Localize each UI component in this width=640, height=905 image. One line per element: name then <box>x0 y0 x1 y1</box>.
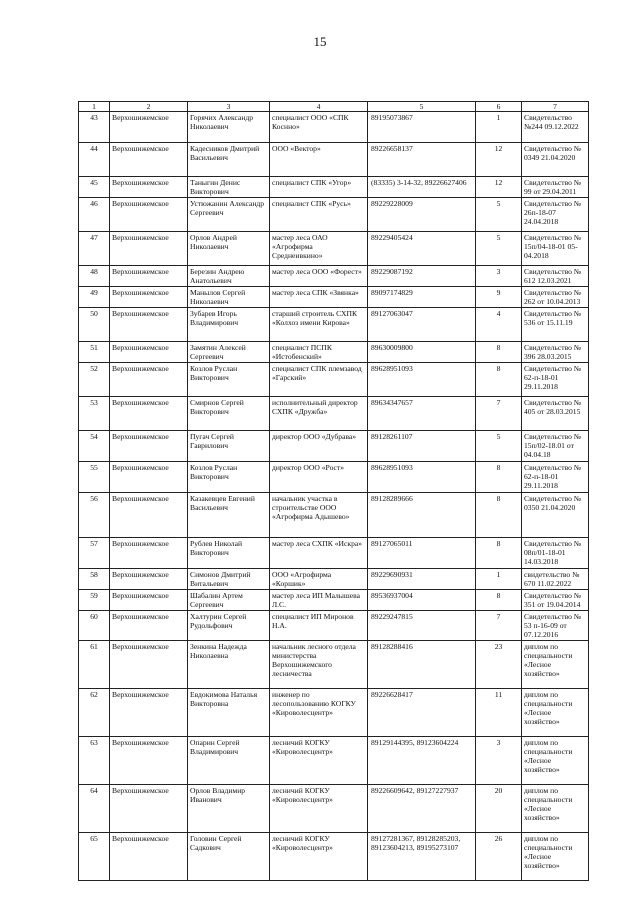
experience-cell: 5 <box>476 232 522 266</box>
table-header <box>79 102 589 112</box>
row-number: 65 <box>79 833 110 881</box>
district-cell: Верхошижемское <box>110 232 188 266</box>
district-cell: Верхошижемское <box>110 431 188 462</box>
phone-cell: 89127063047 <box>368 308 476 342</box>
document-cell: Свидетельство № 15п/02-18.01 от 04.04.18 <box>522 431 589 462</box>
row-number: 53 <box>79 397 110 431</box>
table-row <box>79 287 589 308</box>
district-cell: Верхошижемское <box>110 785 188 833</box>
name-cell: Козлов Руслан Викторович <box>188 462 270 493</box>
header-cell: 6 <box>476 102 522 112</box>
name-cell: Замятин Алексей Сергеевич <box>188 342 270 363</box>
experience-cell: 7 <box>476 397 522 431</box>
table-row <box>79 177 589 198</box>
name-cell: Устюжанин Александр Сергеевич <box>188 198 270 232</box>
document-cell: диплом по специальности «Лесное хозяйство» <box>522 737 589 785</box>
experience-cell: 23 <box>476 641 522 689</box>
phone-cell: 89226609642, 89127227937 <box>368 785 476 833</box>
table-row <box>79 363 589 397</box>
table-row <box>79 462 589 493</box>
experience-cell: 5 <box>476 198 522 232</box>
position-cell: лесничий КОГКУ «Кироволесцентр» <box>270 833 368 881</box>
position-cell: исполнительный директор СХПК «Дружба» <box>270 397 368 431</box>
name-cell: Зенкина Надежда Николаевна <box>188 641 270 689</box>
district-cell: Верхошижемское <box>110 266 188 287</box>
experience-cell: 12 <box>476 143 522 177</box>
district-cell: Верхошижемское <box>110 112 188 143</box>
registry-table <box>78 101 589 881</box>
table-row <box>79 493 589 538</box>
phone-cell: 89128288416 <box>368 641 476 689</box>
experience-cell: 8 <box>476 493 522 538</box>
document-cell: Свидетельство № 262 от 10.04.2013 <box>522 287 589 308</box>
position-cell: мастер леса СХПК «Искра» <box>270 538 368 569</box>
phone-cell: 89229087192 <box>368 266 476 287</box>
table-row <box>79 431 589 462</box>
header-cell: 2 <box>110 102 188 112</box>
experience-cell: 1 <box>476 569 522 590</box>
position-cell: мастер леса ООО «Форест» <box>270 266 368 287</box>
name-cell: Халтурин Сергей Рудольфович <box>188 611 270 641</box>
row-number: 55 <box>79 462 110 493</box>
row-number: 58 <box>79 569 110 590</box>
table-row <box>79 737 589 785</box>
table-row <box>79 569 589 590</box>
phone-cell: 89229405424 <box>368 232 476 266</box>
document-cell: диплом по специальности «Лесное хозяйство» <box>522 641 589 689</box>
district-cell: Верхошижемское <box>110 342 188 363</box>
document-cell: Свидетельство №244 09.12.2022 <box>522 112 589 143</box>
experience-cell: 11 <box>476 689 522 737</box>
position-cell: старший строитель СХПК «Колхоз имени Кирова» <box>270 308 368 342</box>
header-cell: 5 <box>368 102 476 112</box>
position-cell: директор ООО «Дубрава» <box>270 431 368 462</box>
document-cell: Свидетельство № 08п/01-18-01 14.03.2018 <box>522 538 589 569</box>
header-cell: 3 <box>188 102 270 112</box>
experience-cell: 3 <box>476 266 522 287</box>
table-row <box>79 342 589 363</box>
name-cell: Казакевцев Евгений Васильевич <box>188 493 270 538</box>
table-row <box>79 538 589 569</box>
document-cell: Свидетельство № 53 п-16-09 от 07.12.2016 <box>522 611 589 641</box>
name-cell: Березин Андрею Анатольевич <box>188 266 270 287</box>
position-cell: начальник лесного отдела министерства Верхошижемского лесничества <box>270 641 368 689</box>
document-cell: диплом по специальности «Лесное хозяйство» <box>522 785 589 833</box>
district-cell: Верхошижемское <box>110 611 188 641</box>
row-number: 48 <box>79 266 110 287</box>
name-cell: Манылов Сергей Николаевич <box>188 287 270 308</box>
experience-cell: 8 <box>476 342 522 363</box>
table-row <box>79 232 589 266</box>
district-cell: Верхошижемское <box>110 538 188 569</box>
table-body <box>79 112 589 881</box>
experience-cell: 7 <box>476 611 522 641</box>
document-cell: Свидетельство № 351 от 19.04.2014 <box>522 590 589 611</box>
table-row <box>79 198 589 232</box>
experience-cell: 20 <box>476 785 522 833</box>
row-number: 60 <box>79 611 110 641</box>
position-cell: специалист ПСПК «Истобенский» <box>270 342 368 363</box>
position-cell: ООО «Вектор» <box>270 143 368 177</box>
document-cell: Свидетельство № 99 от 29.04.2011 <box>522 177 589 198</box>
position-cell: специалист СПК «Угор» <box>270 177 368 198</box>
position-cell: специалист СПК племзавод «Гарский» <box>270 363 368 397</box>
position-cell: мастер леса ИП Малышева Л.С. <box>270 590 368 611</box>
row-number: 54 <box>79 431 110 462</box>
document-cell: Свидетельство № 536 от 15.11.19 <box>522 308 589 342</box>
position-cell: специалист ООО «СПК Коснно» <box>270 112 368 143</box>
position-cell: лесничий КОГКУ «Кироволесцентр» <box>270 785 368 833</box>
district-cell: Верхошижемское <box>110 143 188 177</box>
table-row <box>79 590 589 611</box>
district-cell: Верхошижемское <box>110 689 188 737</box>
row-number: 45 <box>79 177 110 198</box>
district-cell: Верхошижемское <box>110 737 188 785</box>
phone-cell: 89628951093 <box>368 363 476 397</box>
phone-cell: 89127281367, 89128285203, 89123604213, 89195273107 <box>368 833 476 881</box>
experience-cell: 3 <box>476 737 522 785</box>
table-row <box>79 143 589 177</box>
experience-cell: 8 <box>476 538 522 569</box>
experience-cell: 8 <box>476 363 522 397</box>
experience-cell: 5 <box>476 431 522 462</box>
district-cell: Верхошижемское <box>110 363 188 397</box>
row-number: 44 <box>79 143 110 177</box>
name-cell: Козлов Руслан Викторович <box>188 363 270 397</box>
phone-cell: (83335) 3-14-32, 89226627406 <box>368 177 476 198</box>
header-cell: 4 <box>270 102 368 112</box>
experience-cell: 9 <box>476 287 522 308</box>
document-cell: Свидетельство № 62-п-18-01 29.11.2018 <box>522 363 589 397</box>
document-cell: Свидетельство № 396 28.03.2015 <box>522 342 589 363</box>
district-cell: Верхошижемское <box>110 493 188 538</box>
district-cell: Верхошижемское <box>110 641 188 689</box>
row-number: 63 <box>79 737 110 785</box>
phone-cell: 89229247815 <box>368 611 476 641</box>
position-cell: начальник участка в строительстве ООО «Агрофирма Адышево» <box>270 493 368 538</box>
experience-cell: 26 <box>476 833 522 881</box>
document-cell: Свидетельство № 612 12.03.2021 <box>522 266 589 287</box>
experience-cell: 12 <box>476 177 522 198</box>
phone-cell: 89128261107 <box>368 431 476 462</box>
name-cell: Зубарев Игорь Владимирович <box>188 308 270 342</box>
table-row <box>79 641 589 689</box>
position-cell: лесничий КОГКУ «Кироволесцентр» <box>270 737 368 785</box>
experience-cell: 8 <box>476 462 522 493</box>
table-row <box>79 397 589 431</box>
phone-cell: 89097174829 <box>368 287 476 308</box>
phone-cell: 89127065011 <box>368 538 476 569</box>
district-cell: Верхошижемское <box>110 590 188 611</box>
name-cell: Таныгин Денис Викторович <box>188 177 270 198</box>
row-number: 49 <box>79 287 110 308</box>
district-cell: Верхошижемское <box>110 569 188 590</box>
name-cell: Головин Сергей Садкович <box>188 833 270 881</box>
row-number: 59 <box>79 590 110 611</box>
district-cell: Верхошижемское <box>110 833 188 881</box>
district-cell: Верхошижемское <box>110 308 188 342</box>
position-cell: специалист ИП Миронов Н.А. <box>270 611 368 641</box>
name-cell: Орлов Владимир Иванович <box>188 785 270 833</box>
name-cell: Смирнов Сергей Викторович <box>188 397 270 431</box>
header-cell: 1 <box>79 102 110 112</box>
district-cell: Верхошижемское <box>110 397 188 431</box>
phone-cell: 89628951093 <box>368 462 476 493</box>
phone-cell: 89195073867 <box>368 112 476 143</box>
row-number: 56 <box>79 493 110 538</box>
name-cell: Евдокимова Наталья Викторовна <box>188 689 270 737</box>
document-cell: Свидетельство № 0349 21.04.2020 <box>522 143 589 177</box>
document-cell: Свидетельство № 0350 21.04.2020 <box>522 493 589 538</box>
position-cell: мастер леса СПК «Звянка» <box>270 287 368 308</box>
row-number: 46 <box>79 198 110 232</box>
row-number: 50 <box>79 308 110 342</box>
experience-cell: 1 <box>476 112 522 143</box>
name-cell: Опарин Сергей Владимирович <box>188 737 270 785</box>
district-cell: Верхошижемское <box>110 462 188 493</box>
table-row <box>79 611 589 641</box>
phone-cell: 89536937004 <box>368 590 476 611</box>
name-cell: Рублев Николай Викторович <box>188 538 270 569</box>
document-cell: диплом по специальности «Лесное хозяйство» <box>522 833 589 881</box>
row-number: 51 <box>79 342 110 363</box>
district-cell: Верхошижемское <box>110 198 188 232</box>
row-number: 52 <box>79 363 110 397</box>
phone-cell: 89634347657 <box>368 397 476 431</box>
phone-cell: 89630009800 <box>368 342 476 363</box>
experience-cell: 4 <box>476 308 522 342</box>
name-cell: Горячих Александр Николаевич <box>188 112 270 143</box>
phone-cell: 89129144395, 89123604224 <box>368 737 476 785</box>
header-cell: 7 <box>522 102 589 112</box>
table-row <box>79 785 589 833</box>
position-cell: инженер по лесопользованию КОГКУ «Кироволесцентр» <box>270 689 368 737</box>
document-cell: Свидетельство № 405 от 28.03.2015 <box>522 397 589 431</box>
document-cell: Свидетельство № 62-п-18-01 29.11.2018 <box>522 462 589 493</box>
row-number: 47 <box>79 232 110 266</box>
district-cell: Верхошижемское <box>110 177 188 198</box>
phone-cell: 89226628417 <box>368 689 476 737</box>
position-cell: мастер леса ОАО «Агрофирма Среднеивкино» <box>270 232 368 266</box>
table-row <box>79 833 589 881</box>
row-number: 61 <box>79 641 110 689</box>
document-cell: Свидетельство № 26п-18-07 24.04.2018 <box>522 198 589 232</box>
table-row <box>79 266 589 287</box>
row-number: 62 <box>79 689 110 737</box>
name-cell: Кадесников Дмитрий Васильевич <box>188 143 270 177</box>
table-row <box>79 308 589 342</box>
table-row <box>79 689 589 737</box>
document-cell: диплом по специальности «Лесное хозяйство» <box>522 689 589 737</box>
district-cell: Верхошижемское <box>110 287 188 308</box>
phone-cell: 89226658137 <box>368 143 476 177</box>
table-row <box>79 112 589 143</box>
name-cell: Шабалин Артем Сергеевич <box>188 590 270 611</box>
experience-cell: 8 <box>476 590 522 611</box>
page-number: 15 <box>313 34 327 49</box>
phone-cell: 89229228009 <box>368 198 476 232</box>
name-cell: Пугач Сергей Гаврилович <box>188 431 270 462</box>
row-number: 64 <box>79 785 110 833</box>
position-cell: ООО «Агрофирма «Коршик» <box>270 569 368 590</box>
name-cell: Симонов Дмитрий Витальевич <box>188 569 270 590</box>
row-number: 57 <box>79 538 110 569</box>
phone-cell: 89229690931 <box>368 569 476 590</box>
document-cell: свидетельство № 670 11.02.2022 <box>522 569 589 590</box>
position-cell: специалист СПК «Русь» <box>270 198 368 232</box>
row-number: 43 <box>79 112 110 143</box>
name-cell: Орлов Андрей Николаевич <box>188 232 270 266</box>
document-cell: Свидетельство № 15п/04-18-01 05-04.2018 <box>522 232 589 266</box>
position-cell: директор ООО «Рост» <box>270 462 368 493</box>
phone-cell: 89128289666 <box>368 493 476 538</box>
